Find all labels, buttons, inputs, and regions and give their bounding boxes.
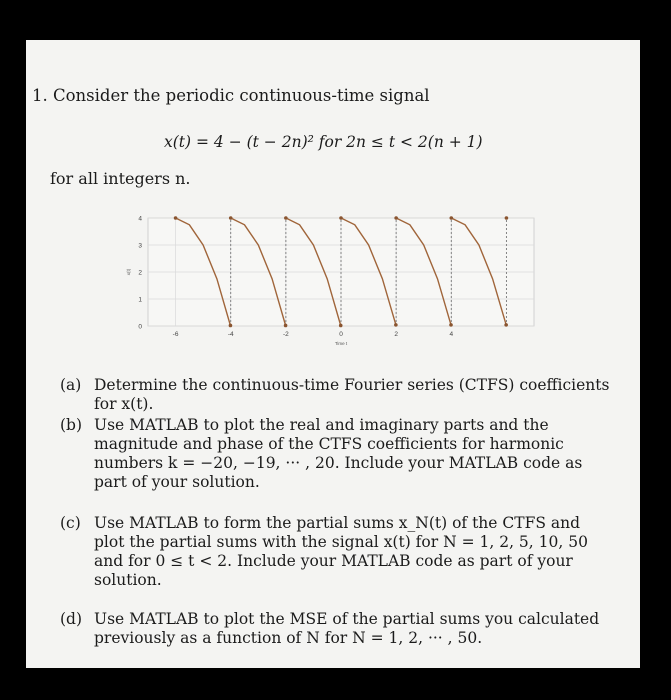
x-tick-label: 2	[394, 331, 398, 338]
part-b-label: (b)	[60, 416, 83, 434]
problem-heading: 1. Consider the periodic continuous-time signal	[32, 86, 430, 105]
part-c-text: Use MATLAB to form the partial sums x_N(t) of the CTFS and plot the partial sums with the signal x(t) for N = 1, 2, 5, 10, 50 and for 0 ≤ t < 2. Include your MATLAB code as part of your solution.	[94, 514, 588, 589]
x-tick-label: 4	[449, 331, 454, 338]
data-point	[229, 216, 233, 220]
y-tick-label: 4	[138, 215, 142, 223]
signal-plot	[114, 208, 544, 348]
y-tick-label: 2	[138, 269, 142, 277]
part-d-text: Use MATLAB to plot the MSE of the partial sums you calculated previously as a function of N for N = 1, 2, ··· , 50.	[94, 610, 600, 647]
x-tick-label: 0	[339, 331, 343, 338]
part-a-text: Determine the continuous-time Fourier series (CTFS) coefficients for x(t).	[94, 376, 610, 413]
x-tick-label: -6	[172, 331, 179, 338]
y-tick-label: 1	[138, 296, 142, 304]
part-d-label: (d)	[60, 610, 83, 628]
part-c-label: (c)	[60, 514, 81, 532]
data-point	[394, 216, 398, 220]
x-axis-label: Time t	[334, 341, 348, 346]
data-point	[339, 216, 343, 220]
y-tick-label: 0	[138, 323, 142, 331]
data-point	[505, 216, 509, 220]
data-point	[174, 216, 178, 220]
data-point	[504, 323, 508, 327]
data-point	[449, 323, 453, 327]
data-point	[449, 216, 453, 220]
signal-equation: x(t) = 4 − (t − 2n)² for 2n ≤ t < 2(n + 1)	[164, 133, 483, 151]
part-b-text: Use MATLAB to plot the real and imaginary parts and the magnitude and phase of the CTFS coefficients for harmonic numbers k = −20, −19, ··· , 20. Include your MATLAB code as part of your solution.	[94, 416, 583, 491]
y-axis-label: x(t)	[126, 268, 131, 276]
part-a-label: (a)	[60, 376, 82, 394]
x-tick-label: -2	[282, 331, 289, 338]
integers-note: for all integers n.	[50, 169, 191, 188]
document-page	[26, 40, 640, 668]
y-tick-label: 3	[138, 242, 142, 250]
data-point	[229, 324, 233, 328]
data-point	[284, 216, 288, 220]
data-point	[394, 323, 398, 327]
data-point	[284, 324, 288, 328]
data-point	[339, 324, 343, 328]
x-tick-label: -4	[227, 331, 234, 338]
